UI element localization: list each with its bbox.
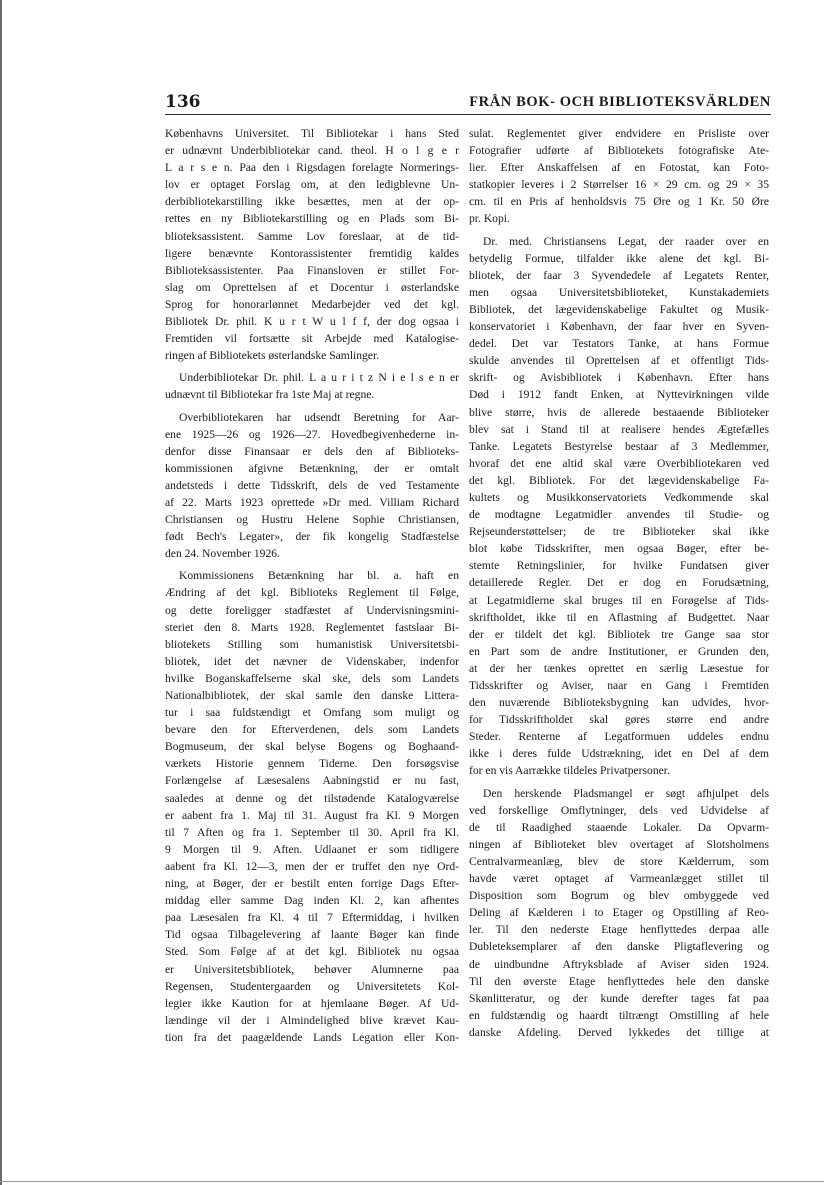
- text-line: Centralvarmeanlæg, blev de store Kælderrum, som: [469, 854, 769, 868]
- text-line: Bibliotek Dr. phil. K u r t W u l f f, der dog ogsaa i: [165, 315, 459, 329]
- paragraph: [165, 125, 459, 364]
- text-line: dedel. Det var Testators Tanke, at hans Formue: [469, 337, 769, 351]
- text-line: for en vis Aarrække tildeles Privatpersoner.: [469, 764, 670, 778]
- text-line: Biblioteksassistenter. Paa Finansloven er stillet For-: [165, 263, 459, 277]
- text-line: Tanke. Legatets Bestyrelse bestaar af 3 Medlemmer,: [469, 439, 769, 453]
- text-line: Københavns Universitet. Til Bibliotekar i hans Sted: [165, 127, 459, 140]
- page-header: [165, 92, 771, 115]
- text-line: Regensen, Studentergaarden og Universitetets Kol-: [165, 979, 459, 993]
- text-line: betydelig Formue, tilfalder ikke alene det kgl. Bi-: [469, 251, 769, 265]
- text-line: sulat. Reglementet giver endvidere en Prisliste over: [469, 127, 769, 140]
- text-line: hvoraf det ene altid skal være Overbibliotekaren ved: [469, 456, 769, 470]
- text-line: ringen af Bibliotekets østerlandske Samlinger.: [165, 349, 380, 363]
- text-line: andetsteds i dette Tidsskrift, dels de ved Testamente: [165, 478, 459, 492]
- text-line: Tidsskrifter og Aviser, naar en Gang i Fremtiden: [469, 679, 769, 692]
- text-line: Sted. Som Følge af at det kgl. Bibliotek nu ogsaa: [165, 945, 459, 959]
- text-line: de uindbundne Aftryksblade af Aviser siden 1924.: [469, 957, 769, 971]
- text-line: Kommissionens Betænkning har bl. a. haft en: [179, 569, 459, 583]
- text-line: blive større, hvis de allerede bestaaende Biblioteker: [469, 405, 769, 419]
- text-line: Ændring af det kgl. Biblioteks Reglement til Følge,: [165, 586, 459, 600]
- text-line: de til Raadighed staaende Lokaler. Da Opvarm-: [469, 820, 769, 834]
- text-line: Dr. med. Christiansens Legat, der raader over en: [483, 234, 769, 248]
- text-line: lov er optaget Forslag om, at den ledigblevne Un-: [165, 178, 459, 192]
- text-line: pr. Kopi.: [469, 212, 510, 226]
- text-line: af 22. Marts 1923 oprettede »Dr med. Villiam Richard: [165, 495, 459, 509]
- paragraph: [469, 125, 769, 228]
- text-line: til 7 Aften og fra 1. September til 30. April fra Kl.: [165, 825, 459, 839]
- text-line: denfor disse Finansaar er dels den af Biblioteks-: [165, 444, 459, 458]
- text-line: danske Afdeling. Derved lykkedes det tillige at: [469, 1025, 769, 1039]
- text-line: ene 1925—26 og 1926—27. Hovedbegivenhederne in-: [165, 427, 459, 441]
- text-line: tion fra det paagældende Lands Legation eller Kon-: [165, 1030, 459, 1044]
- text-line: skrift- og Avisbibliotek i København. Efter hans: [469, 371, 769, 385]
- text-line: middag eller samme Dag inden Kl. 2, kan afhentes: [165, 894, 459, 908]
- text-line: Fremtiden vil fortsætte sit Arbejde med Katalogise-: [165, 332, 459, 346]
- text-line: kultets og Musikkonservatoriets Vedkommende skal: [469, 490, 769, 504]
- scan-edge: [0, 0, 2, 1185]
- text-line: Deling af Kælderen i to Etager og Opstilling af Reo-: [469, 906, 769, 920]
- text-line: Til den øverste Etage henflyttedes hele den danske: [469, 974, 769, 988]
- text-line: rettes en ny Bibliotekarstilling og en Plads som Bi-: [165, 212, 459, 226]
- text-line: bliotek, idet det nævner de Videnskaber, indenfor: [165, 654, 459, 668]
- text-line: bliotek, der faar 3 Syvendedele af Legatets Renter,: [469, 268, 769, 282]
- text-line: og dette foreligger stadfæstet af Undervisningsmini-: [165, 603, 459, 617]
- text-line: hvilke Boganskaffelserne skal ske, dels som Landets: [165, 671, 459, 685]
- paragraph: [165, 567, 459, 1046]
- text-line: at Legatmidlerne skal bruges til en Forøgelse af Tids-: [469, 593, 769, 607]
- text-line: saaledes at denne og det tilstødende Katalogværelse: [165, 791, 459, 805]
- text-line: men ogsaa Universitetsbiblioteket, Kunstakademiets: [469, 285, 769, 299]
- scan-bottom-edge: [0, 1181, 824, 1182]
- text-line: steriet den 8. Marts 1928. Reglementet fastslaar Bi-: [165, 620, 459, 634]
- text-line: en fuldstændig og haardt tiltrængt Omstilling af hele: [469, 1008, 769, 1022]
- text-line: tur i saa fuldstændigt et Omfang som muligt og: [165, 706, 459, 720]
- text-line: bliotekets Stilling som humanistisk Universitetsbi-: [165, 637, 459, 651]
- text-line: Christiansen og Hustru Helene Sophie Christiansen,: [165, 513, 459, 527]
- paragraph: [165, 369, 459, 403]
- text-line: slag om Oprettelsen af et Docentur i østerlandske: [165, 280, 459, 294]
- text-line: udnævnt til Bibliotekar fra 1ste Maj at regne.: [165, 388, 375, 402]
- text-line: den 24. November 1926.: [165, 547, 280, 561]
- text-line: ler. Til den nederste Etage henflyttedes derpaa alle: [469, 923, 769, 937]
- paragraph: [165, 409, 459, 563]
- text-line: er aabent fra 1. Maj til 31. August fra Kl. 9 Morgen: [165, 808, 459, 822]
- text-line: Tid ogsaa Tilbagelevering af laante Bøger kan finde: [165, 928, 459, 942]
- text-line: Død i 1912 fandt Enken, at Nyttevirkningen vilde: [469, 388, 769, 402]
- left-column: [165, 125, 459, 1051]
- text-line: blioteksassistent. Samme Lov foreslaar, at de tid-: [165, 229, 459, 243]
- paragraph: [469, 233, 769, 780]
- text-line: for Tidsskriftholdet skal gøres større end andre: [469, 713, 769, 727]
- text-line: de modtagne Legatmidler anvendes til Studie- og: [469, 508, 769, 522]
- text-line: bevare den for Efterverdenen, dels som Landets: [165, 723, 459, 737]
- text-line: Skønlitteratur, og der kunde derefter tages fat paa: [469, 991, 769, 1005]
- text-line: Overbibliotekaren har udsendt Beretning for Aar-: [179, 410, 459, 424]
- text-line: Underbibliotekar Dr. phil. L a u r i t z N i e l s e n er: [179, 371, 459, 385]
- text-line: skulde anvendes til Oprettelsen af et offentligt Tids-: [469, 354, 769, 368]
- text-line: det kgl. Bibliotek. For det lægevidenskabelige Fa-: [469, 473, 769, 487]
- text-line: konservatoriet i København, der faar hver en Syven-: [469, 320, 769, 334]
- text-line: er Universitetsbibliotek, behøver Alumnerne paa: [165, 962, 459, 976]
- text-line: en Part som de andre Institutioner, er Grunden den,: [469, 644, 769, 658]
- text-line: ning, at Bøger, der er bestilt enten forrige Dags Efter-: [165, 877, 459, 891]
- text-line: at der her tænkes oprettet en særlig Læsestue for: [469, 661, 769, 675]
- text-line: paa Læsesalen fra Kl. 4 til 7 Eftermiddag, i hvilken: [165, 911, 459, 925]
- text-line: Steder. Renterne af Legatformuen uddeles endnu: [469, 730, 769, 744]
- text-line: Dubleteksemplarer af den danske Pligtaflevering og: [469, 940, 769, 954]
- text-line: kommissionen afgivne Betænkning, der er omtalt: [165, 461, 459, 475]
- text-line: aabent fra Kl. 12—3, men der er truffet den nye Ord-: [165, 859, 459, 873]
- text-line: der er tildelt det kgl. Bibliotek tre Gange saa stor: [469, 627, 769, 641]
- text-line: ningen af Biblioteket blev overtaget af Slotsholmens: [469, 837, 769, 851]
- text-line: legier ikke Kaution for at hjemlaane Bøger. Af Ud-: [165, 996, 459, 1010]
- text-line: Nationalbibliotek, der skal samle den danske Littera-: [165, 689, 459, 702]
- page-number: 136: [165, 92, 201, 112]
- right-column: [469, 125, 769, 1046]
- running-title: FRÅN BOK- OCH BIBLIOTEKSVÄRLDEN: [469, 94, 771, 110]
- text-line: er udnævnt Underbibliotekar cand. theol. H o l g e r: [165, 144, 459, 158]
- text-line: detaillerede Regler. Det er dog en Forudsætning,: [469, 576, 769, 590]
- text-line: Forlængelse af Læsesalens Aabningstid er nu fast,: [165, 774, 459, 788]
- text-line: ligere benævnte Kontorassistenter fremtidig kaldes: [165, 246, 459, 260]
- text-line: Sprog for honorarlønnet Medarbejder ved det kgl.: [165, 297, 459, 311]
- text-line: Disposition som Bogrum og blev ombyggede ved: [469, 889, 769, 903]
- text-line: Rejseunderstøttelser; de tre Biblioteker skal ikke: [469, 525, 769, 539]
- text-line: cm. til en Pris af henholdsvis 75 Øre og 1 Kr. 50 Øre: [469, 195, 769, 209]
- text-line: værkets Historie gennem Tiderne. Den forsøgsvise: [165, 757, 459, 771]
- paragraph: [469, 785, 769, 1041]
- text-line: ikke i deres fulde Udstrækning, idet en Del af dem: [469, 747, 769, 761]
- text-line: ved forskellige Omflytninger, dels ved Udvidelse af: [469, 803, 769, 817]
- text-line: den nuværende Biblioteksbygning kan udvides, hvor-: [469, 696, 769, 710]
- text-line: blev sat i Stand til at realisere hendes Ægtefælles: [469, 422, 769, 436]
- text-line: lændinge vil der i Almindelighed blive krævet Kau-: [165, 1013, 459, 1027]
- text-line: skriftholdet, ikke til en Aflastning af Budgettet. Naar: [469, 610, 769, 624]
- text-line: L a r s e n. Paa den i Rigsdagen forelagte Normerings-: [165, 161, 459, 175]
- text-line: Den herskende Pladsmangel er søgt afhjulpet dels: [483, 786, 769, 800]
- text-line: 9 Morgen til 9. Aften. Udlaanet er som tidligere: [165, 842, 459, 856]
- text-line: blot købe Tidsskrifter, men ogsaa Bøger, efter be-: [469, 542, 769, 556]
- text-line: Bibliotek, det lægevidenskabelige Fakultet og Musik-: [469, 302, 769, 316]
- text-line: derbibliotekarstilling ikke besættes, men at der op-: [165, 195, 459, 209]
- text-line: lier. Efter Anskaffelsen af en Fotostat, kan Foto-: [469, 161, 769, 175]
- text-line: Bogmuseum, der skal belyse Bogens og Boghaand-: [165, 740, 459, 754]
- text-line: stemte Retningslinier, for hvilke Fundatsen giver: [469, 559, 769, 573]
- text-line: statkopier leveres i 2 Størrelser 16 × 29 cm. og 29 × 35: [469, 178, 769, 192]
- text-line: havde været optaget af Varmeanlægget stillet til: [469, 872, 769, 886]
- text-line: Fotografier udførte af Bibliotekets fotografiske Ate-: [469, 144, 769, 158]
- text-line: født Bech's Legater», der fik kongelig Stadfæstelse: [165, 530, 459, 544]
